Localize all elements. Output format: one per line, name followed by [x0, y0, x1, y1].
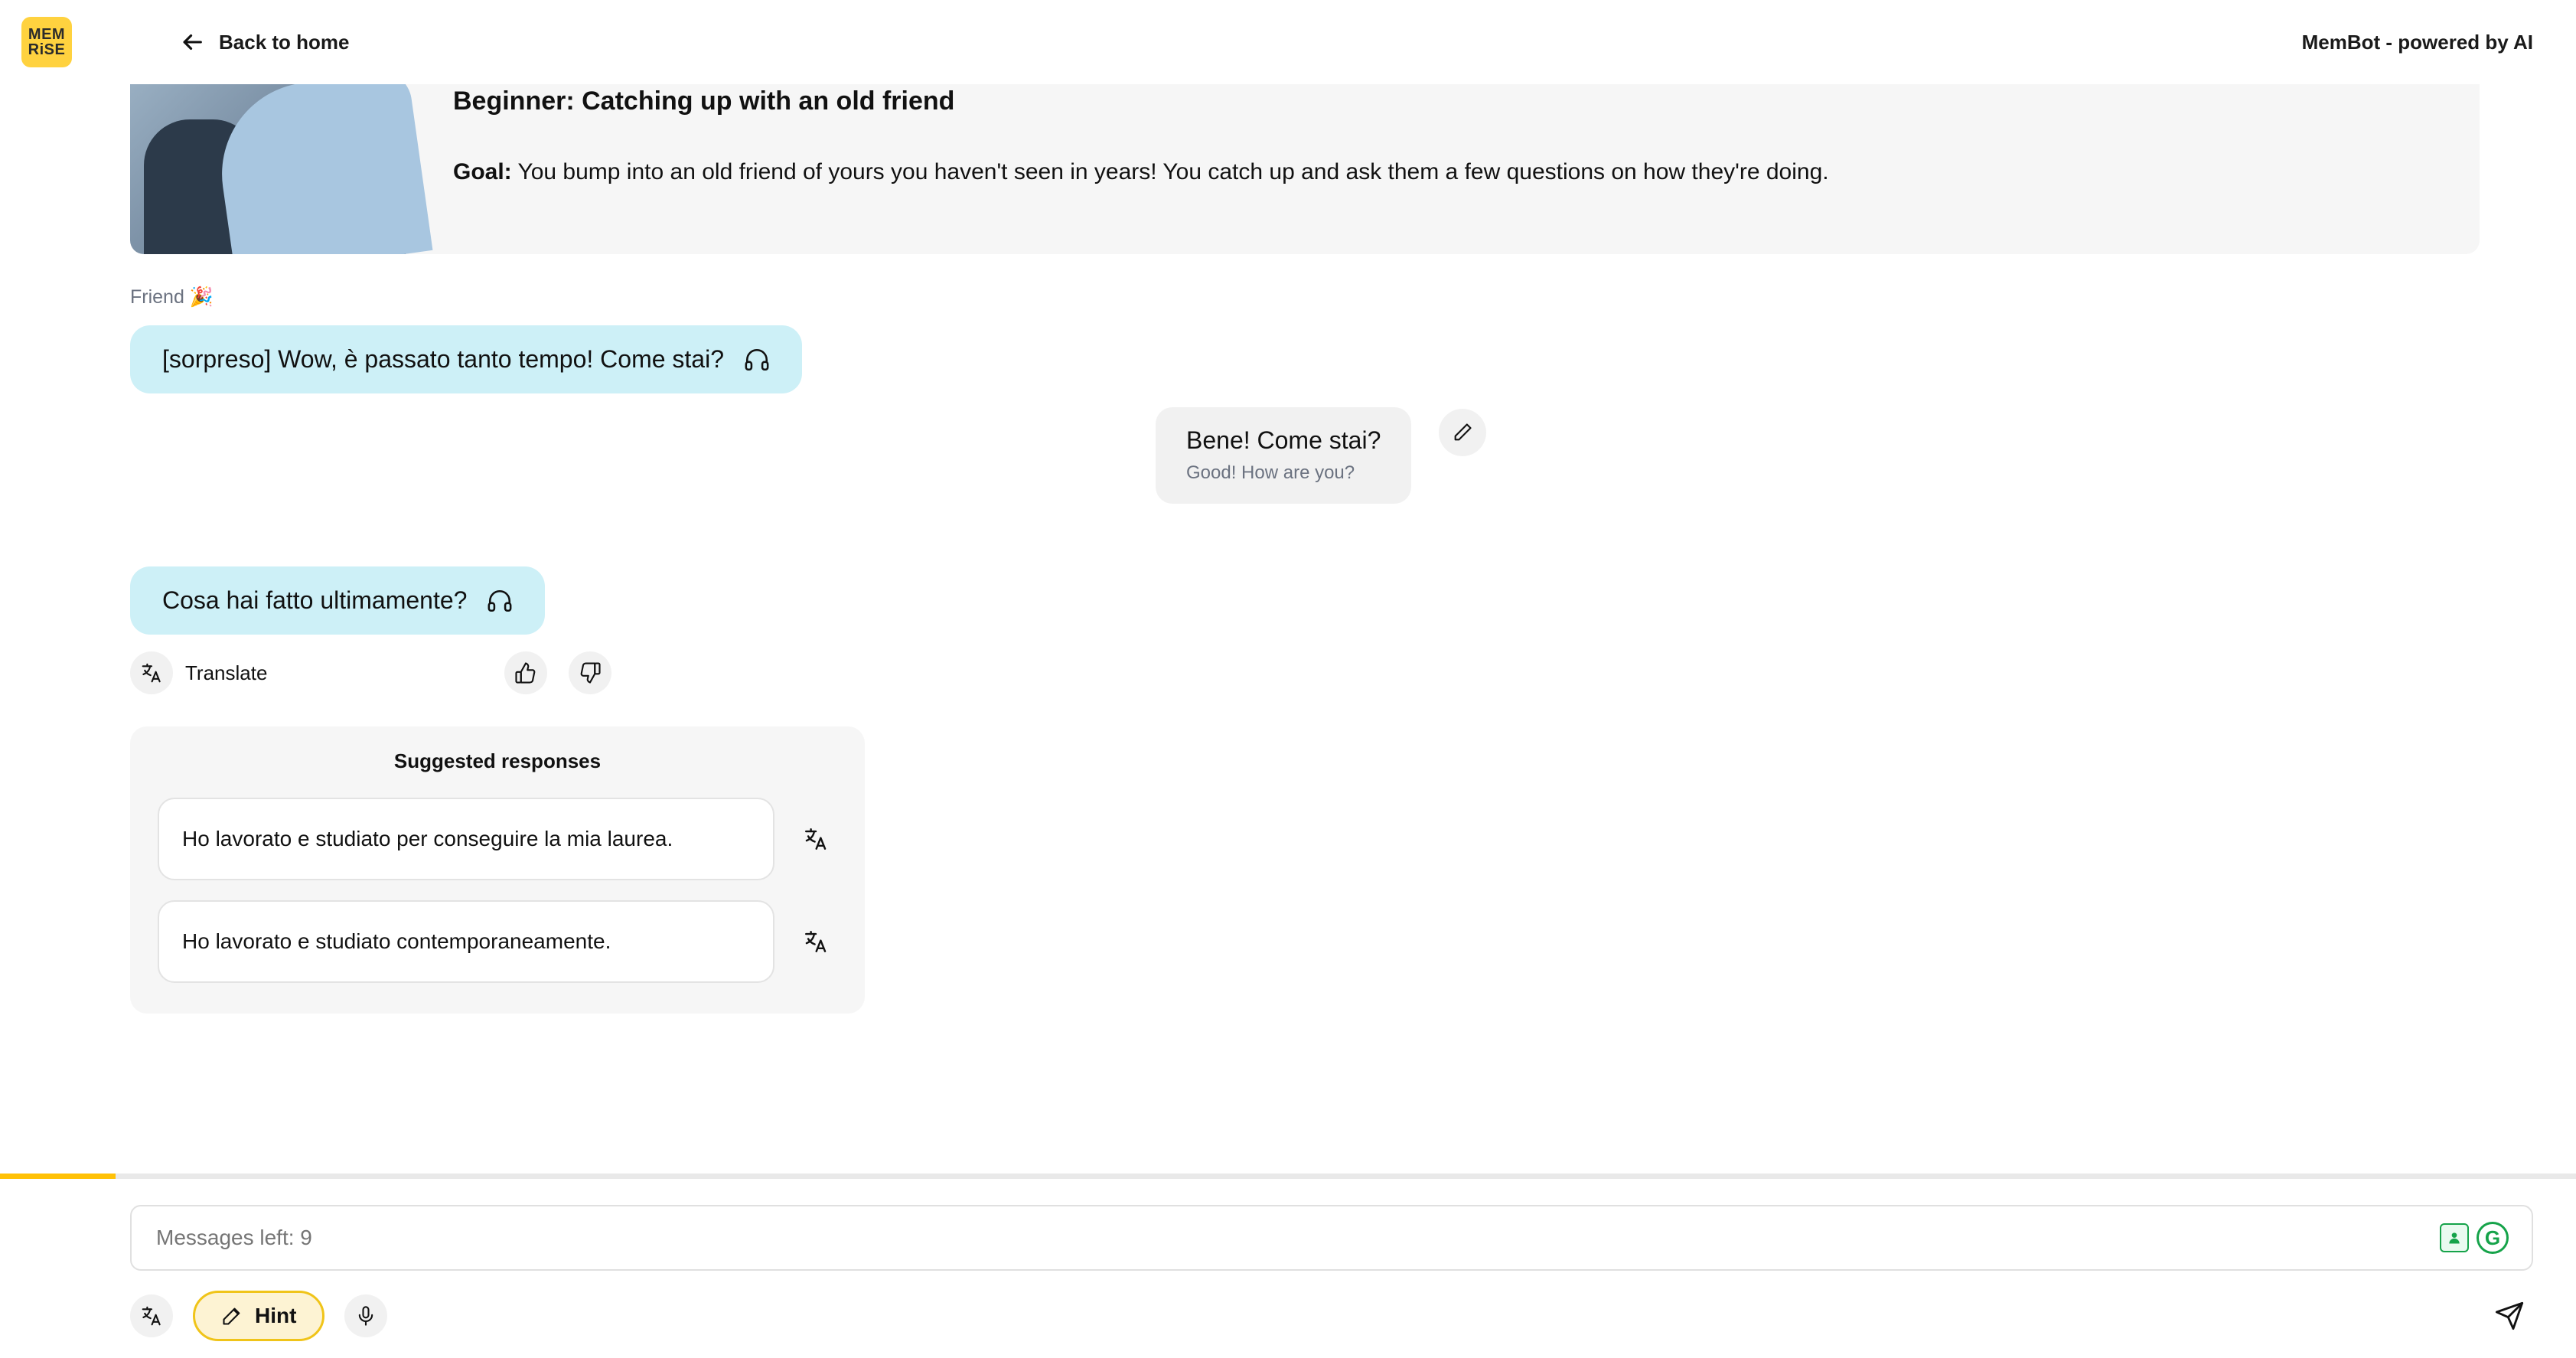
translate-label: Translate — [185, 661, 268, 684]
message-input-wrapper[interactable] — [130, 1205, 2533, 1271]
lesson-progress-bar — [0, 1174, 2576, 1179]
suggested-responses-panel — [130, 726, 865, 1014]
message-actions — [130, 651, 2533, 694]
lesson-progress-fill — [0, 1174, 116, 1179]
pencil-icon — [1452, 422, 1473, 443]
scenario-goal-text: You bump into an old friend of yours you haven't seen in years! You catch up and ask them a few questions on how they're doing. — [517, 158, 1829, 184]
bot-message-text-1: [sorpreso] Wow, è passato tanto tempo! Come stai? — [162, 345, 724, 373]
scenario-card — [130, 84, 2480, 254]
grammarly-indicators — [2440, 1222, 2509, 1254]
magic-wand-icon — [221, 1305, 243, 1327]
translate-input-button[interactable] — [130, 1294, 173, 1337]
suggested-responses-title: Suggested responses — [393, 749, 602, 773]
composer-toolbar — [130, 1291, 2533, 1341]
headphones-icon[interactable] — [487, 588, 513, 614]
feedback-buttons — [504, 651, 611, 694]
chat-scroll-area[interactable] — [0, 84, 2576, 1179]
edit-message-button[interactable] — [1439, 409, 1486, 456]
message-input[interactable] — [155, 1225, 2440, 1251]
user-message-bubble — [1156, 407, 1411, 504]
scenario-text — [406, 84, 2480, 254]
send-button[interactable] — [2486, 1292, 2533, 1340]
suggestion-row — [158, 900, 837, 983]
user-message-text: Bene! Come stai? — [1186, 426, 1381, 454]
thumbs-down-button[interactable] — [569, 651, 611, 694]
scenario-goal-label: Goal: — [453, 158, 512, 184]
microphone-button[interactable] — [344, 1294, 387, 1337]
bot-message-row-1 — [130, 308, 2533, 393]
memrise-logo — [21, 17, 72, 67]
logo-line-1: MEM — [28, 26, 66, 43]
scenario-image — [130, 84, 406, 254]
message-composer — [0, 1179, 2576, 1341]
translate-button[interactable] — [130, 651, 267, 694]
back-to-home-label: Back to home — [219, 30, 350, 54]
logo-line-2: RiSE — [28, 41, 66, 58]
membot-title: MemBot - powered by AI — [2301, 30, 2533, 54]
bot-message-row-2 — [130, 550, 2533, 635]
scenario-goal — [453, 157, 2449, 188]
bot-message-bubble-1[interactable] — [130, 325, 802, 393]
suggestion-row — [158, 798, 837, 880]
back-to-home-button[interactable] — [179, 29, 350, 55]
bot-message-text-2: Cosa hai fatto ultimamente? — [162, 586, 468, 615]
user-message-row — [130, 393, 2533, 504]
translate-icon — [130, 651, 173, 694]
user-message-translation: Good! How are you? — [1186, 462, 1355, 484]
suggestion-option-2[interactable]: Ho lavorato e studiato contemporaneamente. — [158, 900, 774, 983]
translate-icon[interactable] — [794, 818, 837, 860]
headphones-icon[interactable] — [744, 347, 770, 373]
suggestion-option-1[interactable]: Ho lavorato e studiato per conseguire la mia laurea. — [158, 798, 774, 880]
hint-label: Hint — [255, 1304, 297, 1327]
bot-message-bubble-2[interactable] — [130, 566, 545, 635]
speaker-label: Friend 🎉 — [130, 286, 214, 308]
translate-icon[interactable] — [794, 920, 837, 963]
app-header — [0, 0, 2576, 84]
scenario-title: Beginner: Catching up with an old friend — [453, 87, 955, 116]
arrow-left-icon — [179, 29, 205, 55]
grammarly-badge-icon[interactable] — [2440, 1223, 2469, 1252]
grammarly-icon[interactable]: G — [2477, 1222, 2509, 1254]
hint-button[interactable] — [193, 1291, 324, 1341]
thumbs-up-button[interactable] — [504, 651, 547, 694]
